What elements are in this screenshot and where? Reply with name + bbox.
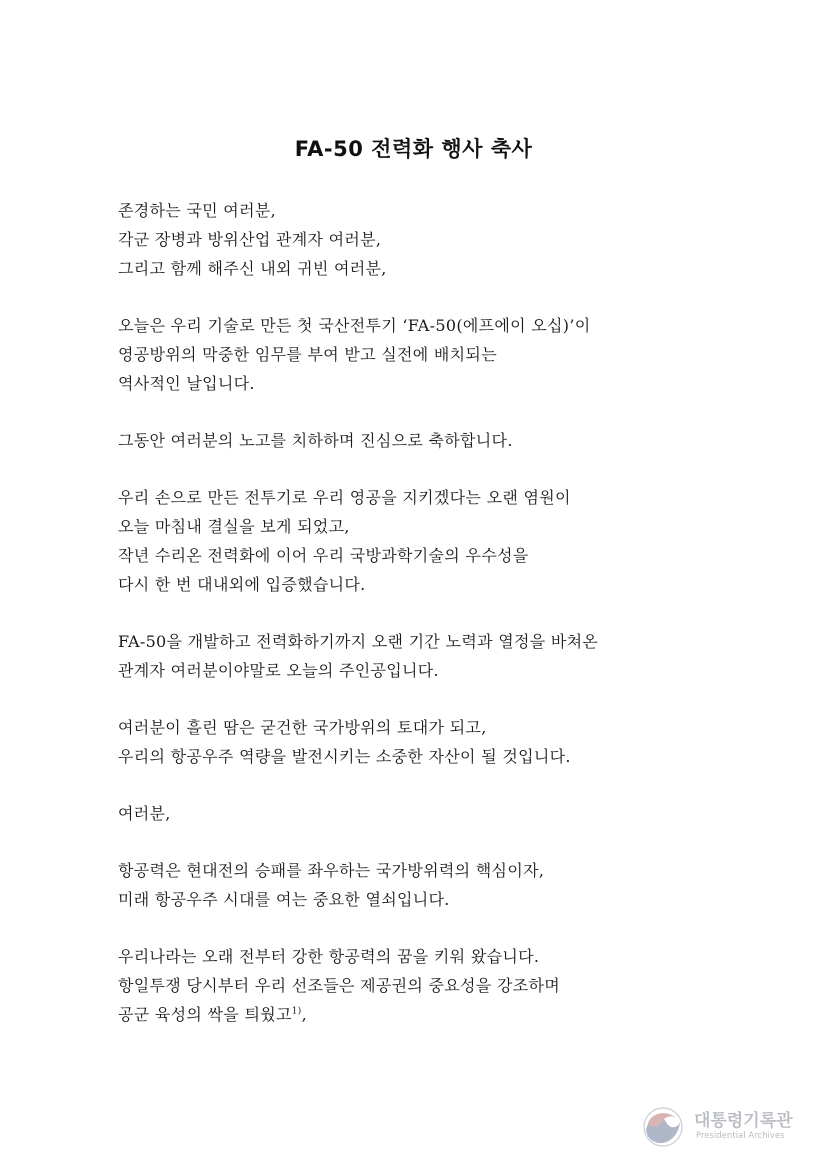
text-line: 그리고 함께 해주신 내외 귀빈 여러분, (118, 259, 387, 278)
text-line: 역사적인 날입니다. (118, 374, 255, 393)
paragraph-8 (118, 856, 738, 914)
text-line (118, 1000, 738, 1029)
archive-subtitle: Presidential Archives (696, 1131, 785, 1141)
paragraph-7 (118, 799, 738, 828)
text-line: 항일투쟁 당시부터 우리 선조들은 제공권의 중요성을 강조하며 (118, 976, 560, 995)
text-line: 여러분, (118, 804, 171, 823)
text-line: 영공방위의 막중한 임무를 부여 받고 실전에 배치되는 (118, 345, 497, 364)
paragraph-9 (118, 942, 738, 1029)
text-line: 우리의 항공우주 역량을 발전시키는 소중한 자산이 될 것입니다. (118, 747, 571, 766)
text-line: 다시 한 번 대내외에 입증했습니다. (118, 575, 366, 594)
paragraph-4 (118, 483, 738, 599)
document-title: FA-50 전력화 행사 축사 (294, 137, 533, 161)
paragraph-6 (118, 713, 738, 771)
text-line: FA-50을 개발하고 전력화하기까지 오랜 기간 노력과 열정을 바쳐온 (118, 632, 599, 651)
paragraph-5 (118, 627, 738, 685)
paragraph-2 (118, 311, 738, 398)
text-line: 작년 수리온 전력화에 이어 우리 국방과학기술의 우수성을 (118, 546, 529, 565)
last-line-text: 공군 육성의 싹을 틔웠고 (118, 1005, 292, 1024)
archive-logo-icon (642, 1106, 684, 1148)
text-line: 항공력은 현대전의 승패를 좌우하는 국가방위력의 핵심이자, (118, 861, 545, 880)
text-line: 존경하는 국민 여러분, (118, 201, 276, 220)
last-line-trail: , (301, 1005, 307, 1024)
text-line: 오늘 마침내 결실을 보게 되었고, (118, 517, 350, 536)
footnote-marker[interactable]: 1) (291, 1006, 302, 1017)
text-line: 미래 항공우주 시대를 여는 중요한 열쇠입니다. (118, 890, 450, 909)
text-line: 각군 장병과 방위산업 관계자 여러분, (118, 230, 382, 249)
speech-body (118, 196, 738, 1057)
text-line: 여러분이 흘린 땀은 굳건한 국가방위의 토대가 되고, (118, 718, 487, 737)
archive-name: 대통령기록관 (694, 1111, 793, 1131)
text-line: 그동안 여러분의 노고를 치하하며 진심으로 축하합니다. (118, 431, 513, 450)
archive-watermark (642, 1104, 812, 1150)
text-line: 우리나라는 오래 전부터 강한 항공력의 꿈을 키워 왔습니다. (118, 947, 540, 966)
text-line: 관계자 여러분이야말로 오늘의 주인공입니다. (118, 661, 439, 680)
paragraph-1 (118, 196, 738, 283)
text-line: 오늘은 우리 기술로 만든 첫 국산전투기 ‘FA-50(에프에이 오십)’이 (118, 316, 591, 335)
paragraph-3 (118, 426, 738, 455)
text-line: 우리 손으로 만든 전투기로 우리 영공을 지키겠다는 오랜 염원이 (118, 488, 571, 507)
